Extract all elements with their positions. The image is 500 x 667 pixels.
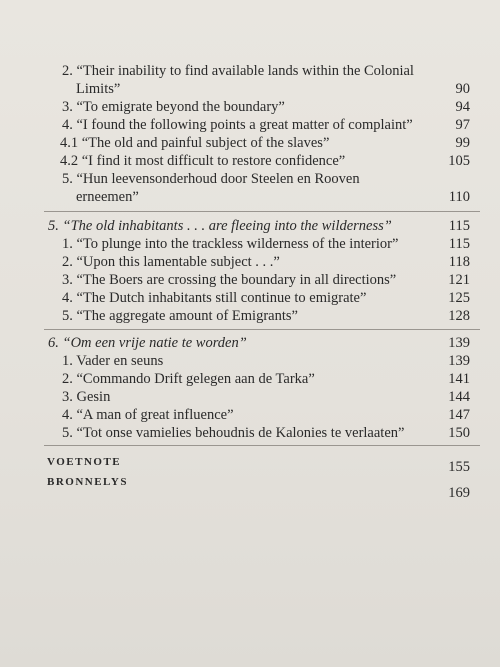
toc-entry-page-number: 115 <box>448 236 470 252</box>
toc-entry-page-number: 99 <box>455 135 470 151</box>
toc-entry-page-number: 118 <box>448 254 470 270</box>
toc-entry-title: 2. “Their inability to find available lands within the Colonial <box>62 63 414 79</box>
section-divider <box>44 329 480 330</box>
chapter-heading-page-number: 115 <box>448 218 470 234</box>
toc-entry-page-number: 110 <box>448 189 470 205</box>
toc-entry-title: 5. “Tot onse vamielies behoudnis de Kalonies te verlaaten” <box>62 425 405 441</box>
toc-entry-title: 4.2 “I find it most difficult to restore confidence” <box>60 153 346 169</box>
toc-entry-title: 1. Vader en seuns <box>62 353 164 369</box>
section-divider <box>44 211 480 212</box>
toc-entry-title: 4. “I found the following points a great matter of complaint” <box>62 117 413 133</box>
toc-entry-title: 3. “The Boers are crossing the boundary in all directions” <box>62 272 397 288</box>
toc-entry-title: 3. “To emigrate beyond the boundary” <box>62 99 285 115</box>
chapter-heading-title: 5. “The old inhabitants . . . are fleeing into the wilderness” <box>48 218 392 234</box>
back-matter-entry-title: VOETNOTE <box>47 456 122 468</box>
toc-entry-page-number: 139 <box>448 353 470 369</box>
back-matter-entry-title: BRONNELYS <box>47 476 128 488</box>
toc-entry-page-number: 144 <box>448 389 470 405</box>
back-matter-entry-page-number: 155 <box>448 459 470 475</box>
toc-entry-page-number: 125 <box>448 290 470 306</box>
toc-entry-title: 2. “Upon this lamentable subject . . .” <box>62 254 280 270</box>
toc-entry-page-number: 90 <box>455 81 470 97</box>
toc-entry-title: 5. “The aggregate amount of Emigrants” <box>62 308 298 324</box>
toc-entry-title: 5. “Hun leevensonderhoud door Steelen en Rooven <box>62 171 360 187</box>
toc-entry-page-number: 94 <box>455 99 470 115</box>
toc-entry-page-number: 97 <box>455 117 470 133</box>
toc-entry-title: 4.1 “The old and painful subject of the slaves” <box>60 135 330 151</box>
toc-entry-title: erneemen” <box>76 189 139 205</box>
toc-entry-page-number: 141 <box>448 371 470 387</box>
toc-entry-page-number: 150 <box>448 425 470 441</box>
toc-entry-title: 2. “Commando Drift gelegen aan de Tarka” <box>62 371 315 387</box>
toc-entry-title: 1. “To plunge into the trackless wilderness of the interior” <box>62 236 399 252</box>
toc-entry-page-number: 128 <box>448 308 470 324</box>
toc-entry-page-number: 147 <box>448 407 470 423</box>
toc-entry-title: 3. Gesin <box>62 389 111 405</box>
toc-entry-page-number: 121 <box>448 272 470 288</box>
chapter-heading-page-number: 139 <box>448 335 470 351</box>
toc-entry-title: Limits” <box>76 81 121 97</box>
toc-entry-title: 4. “A man of great influence” <box>62 407 234 423</box>
toc-entry-title: 4. “The Dutch inhabitants still continue to emigrate” <box>62 290 367 306</box>
chapter-heading-title: 6. “Om een vrije natie te worden” <box>48 335 247 351</box>
back-matter-entry-page-number: 169 <box>448 485 470 501</box>
section-divider <box>44 445 480 446</box>
toc-entry-page-number: 105 <box>448 153 470 169</box>
